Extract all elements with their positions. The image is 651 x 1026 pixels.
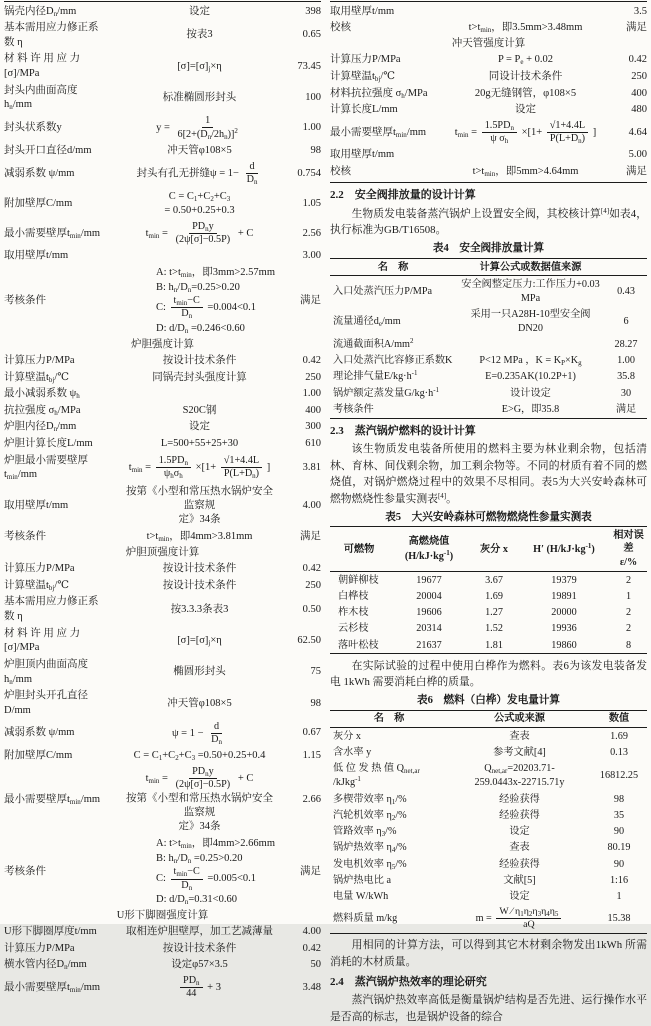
table-cell: 灰分 x bbox=[333, 730, 362, 742]
table-header-cell: 名 称 bbox=[330, 259, 456, 276]
row-formula: 设定 bbox=[189, 421, 210, 433]
row-label: 取用壁厚t/mm bbox=[330, 5, 395, 17]
calc-row bbox=[4, 924, 321, 941]
table-cell: 1.00 bbox=[617, 355, 635, 367]
row-label: 横水管内径$D_n/mm$ bbox=[4, 959, 87, 972]
table-cell: 2 bbox=[625, 574, 632, 586]
table-cell: 设定 bbox=[509, 891, 530, 903]
fraction: $\frac{W ∕ \eta_1\eta_2\eta_3\eta_4\eta_5}{aQ}$ bbox=[496, 906, 561, 931]
row-formula bbox=[120, 393, 279, 394]
row-label: 校核 bbox=[330, 22, 351, 34]
row-formula: 设定 bbox=[515, 104, 536, 116]
table-cell: 19379 bbox=[551, 574, 577, 586]
table-cell: 满足 bbox=[615, 403, 637, 415]
row-label: 计算压力P/MPa bbox=[4, 942, 75, 954]
table-header-cell: 计算公式或数据值来源 bbox=[456, 259, 605, 276]
calc-row bbox=[4, 160, 321, 188]
table-cell: E>G，即35.8 bbox=[501, 403, 560, 415]
row-label: 封头内曲面高度 $h_n/mm$ bbox=[4, 84, 78, 112]
fraction: $\frac{t_{min}-C}{D_n}$ bbox=[171, 866, 203, 891]
table-cell: 21637 bbox=[416, 639, 442, 651]
row-value: 0.50 bbox=[302, 603, 321, 615]
table-cell: P<12 MPa ，$K = K_P\times K_g$ bbox=[479, 355, 582, 368]
calc-row bbox=[4, 188, 321, 219]
table-cell: 1.27 bbox=[485, 607, 503, 619]
paragraph-section-2-2: 生物质发电装备蒸汽锅炉上设置安全阀，其校核计算[4]如表4，执行标准为GB/T16508。 bbox=[330, 207, 648, 237]
row-formula: $t>t_{min}$，即5mm>4.64mm bbox=[472, 166, 579, 179]
row-value: 250 bbox=[305, 579, 321, 591]
row-value: 1.15 bbox=[302, 750, 321, 762]
row-formula bbox=[120, 256, 279, 257]
table-cell: 文献[5] bbox=[503, 874, 536, 886]
row-formula: L=500+55+25+30 bbox=[160, 438, 239, 450]
row-label: 考核条件 bbox=[4, 865, 46, 877]
row-value: 3.81 bbox=[302, 462, 321, 474]
row-value: 满足 bbox=[626, 166, 647, 178]
table-cell: 20000 bbox=[551, 607, 577, 619]
row-label: 炉胆封头开孔直径 D/mm bbox=[4, 690, 88, 716]
table-cell: 16812.25 bbox=[599, 770, 639, 782]
row-label: 基本需用应力修正系 数 η bbox=[4, 22, 99, 48]
calc-row bbox=[4, 764, 321, 835]
row-value: 1.05 bbox=[302, 197, 321, 209]
table-cell: 0.43 bbox=[617, 285, 635, 297]
row-formula: $t_{min}$ = $\frac{1.5PD_n}{\psi \sigma_h}$ ×[1+ $\frac{√1+4.4L}{P(L+D_n)}$ ] bbox=[454, 119, 597, 146]
right-column bbox=[330, 1, 648, 1023]
row-value: 480 bbox=[631, 104, 647, 116]
table-cell: 3.67 bbox=[485, 574, 503, 586]
row-label: 计算压力P/MPa bbox=[330, 54, 401, 66]
row-label: 计算长度L/mm bbox=[330, 104, 398, 116]
table-cell: 查表 bbox=[509, 730, 530, 742]
paragraph-section-2-3: 该生物质发电装备所使用的燃料主要为林业剩余物，包括清林、育林、间伐剩余物，加工剩余物等。不同的材质有着不同的燃烧值，对锅炉燃烧过程中的效果不尽相同。表5为大兴安岭森林可燃物燃烧性参量实测表[4]。 bbox=[330, 443, 647, 505]
row-value: 610 bbox=[305, 438, 321, 450]
row-formula: 取相连炉胆壁厚，加工艺减薄量 bbox=[126, 926, 273, 938]
table4-safety-valve-discharge bbox=[330, 258, 647, 419]
row-label: 减弱系数 ψ/mm bbox=[4, 727, 75, 739]
row-formula: $P = P_e + 0.02$ bbox=[497, 54, 554, 67]
row-value: 0.67 bbox=[302, 727, 321, 739]
table-cell: 19677 bbox=[416, 574, 442, 586]
row-label: 计算压力P/MPa bbox=[4, 563, 75, 575]
table-cell: 采用一只A28H-10型安全阀DN20 bbox=[470, 309, 591, 334]
row-label: 材 料 许 用 应 力 [σ]/MPa bbox=[4, 627, 81, 654]
fraction: $\frac{1}{6[2+(D_n/2h_n)]^2}$ bbox=[177, 114, 238, 142]
table-cell: 白桦枝 bbox=[338, 590, 369, 602]
row-label: 基本需用应力修正系 数 η bbox=[4, 596, 99, 623]
table6-birch-power-generation bbox=[330, 710, 647, 934]
table-cell: 2 bbox=[625, 623, 632, 635]
table-cell: 燃料质量 m/kg bbox=[333, 913, 398, 925]
row-value: 4.00 bbox=[302, 500, 321, 512]
table-cell: 1:16 bbox=[609, 874, 629, 886]
table-cell: 流通截面积$A/mm^2$ bbox=[333, 336, 414, 350]
row-value: 400 bbox=[305, 404, 321, 416]
calc-section-title: U形下脚圈强度计算 bbox=[116, 909, 209, 921]
table-cell: 含水率 y bbox=[333, 746, 372, 758]
row-value: 98 bbox=[310, 697, 321, 709]
row-label: 计算壁温$t_{bj}/℃$ bbox=[330, 71, 396, 84]
fraction: $\frac{1.5PD_n}{\psi \sigma_h}$ bbox=[482, 120, 517, 145]
calc-row bbox=[4, 219, 321, 247]
calc-row bbox=[330, 118, 647, 146]
paragraph-after-table5: 在实际试验的过程中使用白桦作为燃料。表6为该发电装备发电 1kWh 需要消耗白桦的质量。 bbox=[330, 659, 647, 689]
row-formula: $C = C_1+C_2+C_3 =0.50+0.25+0.4$ bbox=[133, 750, 266, 763]
row-label: 锅壳内径$D_n/mm$ bbox=[4, 5, 77, 18]
row-value: 400 bbox=[631, 87, 647, 99]
table-cell: $Q_{net,ar}=20203.71-$ 259.0443x-22715.71y bbox=[474, 763, 565, 789]
calc-row bbox=[4, 577, 321, 594]
row-formula: 按设计技术条件 bbox=[162, 563, 237, 575]
paragraph-section-2-4: 蒸汽锅炉热效率高低是衡量锅炉结构是否先进、运行操作水平是否高的标志，也是锅炉设备的综合 bbox=[330, 994, 647, 1023]
row-value: 5.00 bbox=[628, 149, 647, 161]
row-formula: 按设计技术条件 bbox=[162, 354, 237, 366]
calc-row bbox=[330, 69, 647, 86]
table-cell: 1.69 bbox=[485, 590, 503, 602]
table-cell: 入口处蒸汽压力P/MPa bbox=[333, 285, 433, 297]
table-cell: 20314 bbox=[416, 623, 442, 635]
row-value: 1.00 bbox=[302, 122, 321, 134]
table-header-cell: 可燃物 bbox=[330, 527, 388, 572]
row-formula: $t>t_{min}$，即4mm>3.81mm bbox=[146, 530, 253, 543]
row-value: 398 bbox=[305, 5, 321, 17]
heading-section-2-2: 2.2 安全阀排放量的设计计算 bbox=[330, 189, 476, 202]
table-cell: 考核条件 bbox=[333, 403, 374, 415]
calc-row bbox=[330, 3, 647, 20]
row-value: 50 bbox=[310, 959, 321, 971]
row-formula: 同锅壳封头强度计算 bbox=[152, 371, 247, 383]
table-cell: 低 位 发 热 值 $Q_{net,ar}$ /kJkg$^{-1}$ bbox=[333, 763, 420, 789]
table-cell: 锅炉额定蒸发量$G/kg\cdot h^{-1}$ bbox=[333, 385, 440, 399]
table-cell: 1.69 bbox=[610, 730, 628, 742]
table-cell: 90 bbox=[613, 826, 625, 838]
calc-row bbox=[4, 369, 321, 386]
row-formula: 按设计技术条件 bbox=[162, 942, 237, 954]
fraction: $\frac{1.5PD_n}{\psi_h\sigma_h}$ bbox=[156, 455, 191, 480]
row-label: 最小需要壁厚$t_{min}/mm$ bbox=[4, 794, 101, 807]
row-value: 4.64 bbox=[628, 126, 647, 138]
calc-row bbox=[4, 748, 321, 765]
table-cell: 朝鲜柳枝 bbox=[338, 574, 379, 586]
calc-row bbox=[4, 20, 321, 51]
row-value: 0.42 bbox=[302, 942, 321, 954]
table-cell: 19936 bbox=[551, 623, 577, 635]
table-cell: m = $\frac{W ∕ \eta_1\eta_2\eta_3\eta_4\eta_5}{aQ}$ bbox=[448, 905, 591, 933]
row-formula: A: $t>t_{min}$，即3mm>2.57mm B: $h_n/D_n=0.25>0.20$ C: $\frac{t_{min}-C}{D_n}$ =0.004<0.1 D: $d/D_n =0.246<0.60$ bbox=[156, 266, 275, 335]
row-value: 0.65 bbox=[302, 29, 321, 41]
table-cell: 设定 bbox=[509, 826, 530, 838]
calc-row bbox=[4, 352, 321, 369]
calc-row bbox=[4, 625, 321, 656]
row-label: 计算压力P/MPa bbox=[4, 354, 75, 366]
calc-row bbox=[330, 102, 647, 119]
row-label: 炉胆内径$D_n/mm$ bbox=[4, 421, 77, 434]
table5-forest-fuel-measurements bbox=[330, 526, 647, 654]
calc-row bbox=[330, 147, 647, 164]
row-value: 73.45 bbox=[297, 60, 321, 72]
table-cell: 90 bbox=[613, 858, 625, 870]
fraction: $\frac{d}{D_n}$ bbox=[246, 161, 258, 187]
table-cell: 28.27 bbox=[614, 338, 638, 350]
row-label: 最小减弱系数 $\psi_h$ bbox=[4, 388, 80, 401]
calc-row bbox=[4, 248, 321, 265]
table-cell: 汽轮机效率 $\eta_2/\%$ bbox=[333, 809, 407, 822]
table-cell: 落叶松枝 bbox=[338, 639, 379, 651]
row-label: 炉胆顶内曲面高度 $h_n/mm$ bbox=[4, 659, 88, 686]
row-value: 满足 bbox=[300, 865, 321, 877]
row-formula: A: $t>t_{min}$，即4mm>2.66mm B: $h_n/D_n =0.25>0.20$ C: $\frac{t_{min}-C}{D_n}$ =0.005<0.1 D: $d/D_n=0.31<0.60$ bbox=[156, 838, 275, 906]
calc-section-title: 炉胆顶强度计算 bbox=[125, 547, 200, 559]
fraction: $\frac{PD_ny}{(2\psi[\sigma]-0.5P)}$ bbox=[175, 220, 231, 245]
row-label: 最小需要壁厚$t_{min}/mm$ bbox=[330, 126, 427, 139]
fraction: $\frac{d}{D_n}$ bbox=[211, 720, 223, 746]
table-cell: 电量 W/kWh bbox=[333, 891, 389, 903]
table-header-cell: 名 称 bbox=[330, 711, 448, 728]
row-formula: $[\sigma]=[\sigma]_j\times\eta$ bbox=[177, 60, 222, 73]
calc-row bbox=[4, 3, 321, 20]
strength-calc-table-right bbox=[330, 1, 647, 183]
calc-row bbox=[4, 973, 321, 1001]
calc-row bbox=[4, 82, 321, 113]
row-value: 满足 bbox=[626, 22, 647, 34]
table-header-cell: 高燃烧值 $(H/kJ\cdot kg^{-1})$ bbox=[388, 527, 470, 572]
calc-row bbox=[4, 483, 321, 528]
calc-row bbox=[4, 657, 321, 688]
row-value: 0.42 bbox=[628, 54, 647, 66]
table-cell: 35.8 bbox=[617, 371, 635, 383]
table-cell: 安全阀整定压力:工作压力+0.03 MPa bbox=[461, 278, 600, 305]
row-value: 300 bbox=[305, 421, 321, 433]
row-formula: 设定 bbox=[189, 5, 210, 17]
row-label: 炉胆计算长度L/mm bbox=[4, 438, 93, 450]
row-formula: 同设计技术条件 bbox=[488, 71, 563, 83]
calc-row bbox=[4, 561, 321, 578]
left-column bbox=[4, 1, 321, 1000]
table-cell: 8 bbox=[625, 639, 632, 651]
table-cell: 理论排气量$E/kg\cdot h^{-1}$ bbox=[333, 369, 418, 383]
table-cell: 柞木枝 bbox=[338, 607, 369, 619]
table5-caption: 表5 大兴安岭森林可燃物燃烧性参量实测表 bbox=[385, 511, 592, 523]
calc-row bbox=[4, 940, 321, 957]
calc-row bbox=[4, 594, 321, 625]
row-value: 1.00 bbox=[302, 388, 321, 400]
table-header-cell: 相对误差 ε/% bbox=[610, 527, 647, 572]
table-cell: 6 bbox=[623, 315, 629, 327]
table-cell: 80.19 bbox=[607, 842, 631, 854]
row-value: 3.00 bbox=[302, 250, 321, 262]
row-formula: 冲天管φ108×5 bbox=[167, 697, 232, 709]
row-label: U形下脚圈厚度t/mm bbox=[4, 926, 97, 938]
row-value: 0.754 bbox=[297, 167, 321, 179]
row-value: 满足 bbox=[300, 530, 321, 542]
row-value: 75 bbox=[310, 666, 321, 678]
row-value: 62.50 bbox=[297, 635, 321, 647]
table-cell: E=0.235AK(10.2P+1) bbox=[485, 371, 576, 383]
table-cell: 1 bbox=[625, 590, 632, 602]
row-label: 校核 bbox=[330, 166, 351, 178]
row-label: 封头状系数y bbox=[4, 122, 62, 134]
paragraph-after-table6: 用相同的计算方法，可以得到其它木材剩余物发出1kWh 所需消耗的木材质量。 bbox=[330, 939, 647, 968]
row-formula: 冲天管φ108×5 bbox=[167, 145, 232, 157]
table6-caption: 表6 燃料（白桦）发电量计算 bbox=[416, 695, 560, 707]
heading-section-2-4: 2.4 蒸汽锅炉热效率的理论研究 bbox=[330, 975, 487, 988]
table-cell: 查表 bbox=[509, 842, 530, 854]
row-value: 2.56 bbox=[302, 227, 321, 239]
calc-row bbox=[4, 436, 321, 453]
table-cell: 经验获得 bbox=[499, 809, 540, 821]
row-value: 250 bbox=[631, 71, 647, 83]
row-formula: 设定φ57×3.5 bbox=[171, 959, 228, 971]
table-cell bbox=[456, 336, 605, 352]
fraction: $\frac{√1+4.4L}{P(L+D_n)}$ bbox=[547, 120, 588, 145]
table-cell: 19891 bbox=[551, 590, 577, 602]
row-formula: 按第《小型和常压热水锅炉安全监察规 定》34条 bbox=[126, 485, 273, 526]
table-cell: 经验获得 bbox=[499, 858, 540, 870]
row-formula: $\frac{PD_n}{44}$ + 3 bbox=[120, 974, 279, 1000]
table-cell: 云杉枝 bbox=[338, 623, 369, 635]
table-header-cell: 公式或来源 bbox=[448, 711, 591, 728]
table-cell: 参考文献[4] bbox=[493, 746, 546, 758]
fraction: $\frac{√1+4.4L}{P(L+D_n)}$ bbox=[221, 455, 262, 480]
calc-row bbox=[4, 113, 321, 142]
table-cell: 0.13 bbox=[610, 746, 628, 758]
row-formula: y = $\frac{1}{6[2+(D_n/2h_n)]^2}$ bbox=[120, 114, 279, 141]
row-formula: $C = C_1+C_2+C_3$ = 0.50+0.25+0.3 bbox=[164, 190, 235, 217]
row-formula: 标准椭圆形封头 bbox=[162, 92, 237, 104]
calc-section-title: 冲天管强度计算 bbox=[451, 38, 526, 50]
table-cell: 1.52 bbox=[485, 623, 503, 635]
table-header-cell bbox=[605, 259, 647, 276]
table-cell: 2 bbox=[625, 607, 632, 619]
table-cell: 流量通径$d_e/mm$ bbox=[333, 315, 401, 328]
row-formula: 20g无缝钢管，φ108×5 bbox=[474, 87, 577, 99]
row-label: 附加壁厚C/mm bbox=[4, 750, 73, 762]
table4-caption: 表4 安全阀排放量计算 bbox=[432, 243, 545, 255]
calc-row bbox=[4, 419, 321, 436]
row-label: 减弱系数 ψ/mm bbox=[4, 167, 75, 179]
table-cell: 35 bbox=[613, 809, 625, 821]
table-cell: 20004 bbox=[416, 590, 442, 602]
row-label: 最小需要壁厚$t_{min}/mm$ bbox=[4, 227, 101, 240]
table-cell: 经验获得 bbox=[499, 793, 540, 805]
fraction: $\frac{t_{min}-C}{D_n}$ bbox=[171, 295, 203, 320]
row-formula: ψ = 1 − $\frac{d}{D_n}$ bbox=[120, 720, 279, 746]
calc-row bbox=[4, 957, 321, 974]
row-label: 最小需要壁厚$t_{min}/mm$ bbox=[4, 981, 101, 994]
row-value: 0.42 bbox=[302, 354, 321, 366]
calc-section-title: 炉胆强度计算 bbox=[131, 338, 194, 350]
table-cell: 发电机效率 $\eta_5/\%$ bbox=[333, 858, 407, 871]
table-cell: 15.38 bbox=[607, 913, 631, 925]
table-cell: 管路效率 $\eta_3/\%$ bbox=[333, 826, 397, 839]
table-cell: 设计设定 bbox=[510, 387, 551, 399]
row-label: 材 料 许 用 应 力 [σ]/MPa bbox=[4, 53, 81, 80]
row-label: 取用壁厚t/mm bbox=[4, 250, 69, 262]
row-formula: $t_{min}$ = $\frac{1.5PD_n}{\psi_h\sigma_h}$ ×[1+ $\frac{√1+4.4L}{P(L+D_n)}$ ] bbox=[128, 455, 271, 481]
table-cell: 98 bbox=[613, 793, 625, 805]
row-formula bbox=[446, 11, 605, 12]
calc-row bbox=[4, 51, 321, 82]
row-value: 3.5 bbox=[633, 5, 647, 17]
calc-row bbox=[4, 719, 321, 747]
calc-row bbox=[4, 264, 321, 336]
row-label: 计算壁温$t_{bj}/℃$ bbox=[4, 579, 70, 592]
table-cell: 入口处蒸汽比容修正系数K bbox=[333, 355, 453, 367]
table-cell: 19860 bbox=[551, 639, 577, 651]
row-formula: 封头有孔无拼缝ψ = 1− $\frac{d}{D_n}$ bbox=[120, 161, 279, 187]
calc-row bbox=[4, 143, 321, 160]
row-label: 取用壁厚t/mm bbox=[330, 149, 395, 161]
fraction: $\frac{PD_n}{44}$ bbox=[180, 975, 203, 1000]
row-formula: $t_{min}$ = $\frac{PD_ny}{(2\psi[\sigma]-0.5P)}$ + C bbox=[145, 220, 254, 245]
row-value: 4.00 bbox=[302, 926, 321, 938]
calc-row bbox=[330, 164, 647, 181]
row-value: 3.48 bbox=[302, 981, 321, 993]
row-label: 取用壁厚t/mm bbox=[4, 500, 69, 512]
calc-row bbox=[330, 20, 647, 37]
row-formula: $t_{min}$ = $\frac{PD_ny}{(2\psi[\sigma]-0.5P)}$ + C 按第《小型和常压热水锅炉安全监察规 定》34条 bbox=[126, 765, 273, 833]
row-label: 抗拉强度 $\sigma_h$/MPa bbox=[4, 404, 81, 417]
calc-row bbox=[4, 836, 321, 908]
calc-row bbox=[4, 688, 321, 719]
row-label: 炉胆最小需要壁厚 $t_{min}/mm$ bbox=[4, 454, 88, 482]
row-formula: 按3.3.3条表3 bbox=[170, 603, 229, 615]
calc-row bbox=[4, 386, 321, 403]
row-label: 附加壁厚C/mm bbox=[4, 197, 73, 209]
row-value: 0.42 bbox=[302, 563, 321, 575]
heading-section-2-3: 2.3 蒸汽锅炉燃料的设计计算 bbox=[330, 424, 476, 437]
table-header-cell: 灰分 x bbox=[470, 527, 518, 572]
table-cell: 锅炉热效率 $\eta_4/\%$ bbox=[333, 842, 407, 855]
row-formula: $[\sigma]=[\sigma]_j\times\eta$ bbox=[177, 635, 222, 648]
row-label: 考核条件 bbox=[4, 530, 46, 542]
calc-row bbox=[4, 452, 321, 483]
row-label: 封头开口直径d/mm bbox=[4, 145, 92, 157]
row-formula: 按表3 bbox=[186, 29, 213, 41]
table-header-cell: H′ $(H/kJ\cdot kg^{-1})$ bbox=[518, 527, 610, 572]
row-formula: S20C钢 bbox=[182, 404, 217, 416]
calc-row bbox=[4, 402, 321, 419]
row-value: 满足 bbox=[300, 294, 321, 306]
row-label: 材料抗拉强度 $\sigma_h$/MPa bbox=[330, 87, 428, 100]
row-value: 2.66 bbox=[302, 794, 321, 806]
table-cell: 1 bbox=[616, 891, 622, 903]
row-formula: 椭圆形封头 bbox=[173, 666, 226, 678]
calc-row bbox=[330, 85, 647, 102]
table-cell: 19606 bbox=[416, 607, 442, 619]
table-cell: 30 bbox=[620, 387, 632, 399]
row-value: 250 bbox=[305, 371, 321, 383]
row-label: 计算壁温$t_{bj}/℃$ bbox=[4, 371, 70, 384]
strength-calc-table-left bbox=[4, 1, 321, 1002]
row-formula: $t>t_{min}$，即3.5mm>3.48mm bbox=[468, 22, 583, 35]
row-value: 100 bbox=[305, 92, 321, 104]
table-cell: 锅炉热电比 a bbox=[333, 874, 392, 886]
calc-row bbox=[4, 528, 321, 545]
row-label: 考核条件 bbox=[4, 294, 46, 306]
table-cell: 1.81 bbox=[485, 639, 503, 651]
calc-row bbox=[330, 52, 647, 69]
fraction: $\frac{PD_ny}{(2\psi[\sigma]-0.5P)}$ bbox=[175, 765, 231, 790]
row-formula: 按设计技术条件 bbox=[162, 579, 237, 591]
row-value: 98 bbox=[310, 145, 321, 157]
row-formula bbox=[446, 155, 605, 156]
table-cell: 多楔带效率 $\eta_1/\%$ bbox=[333, 793, 407, 806]
table-header-cell: 数值 bbox=[591, 711, 647, 728]
